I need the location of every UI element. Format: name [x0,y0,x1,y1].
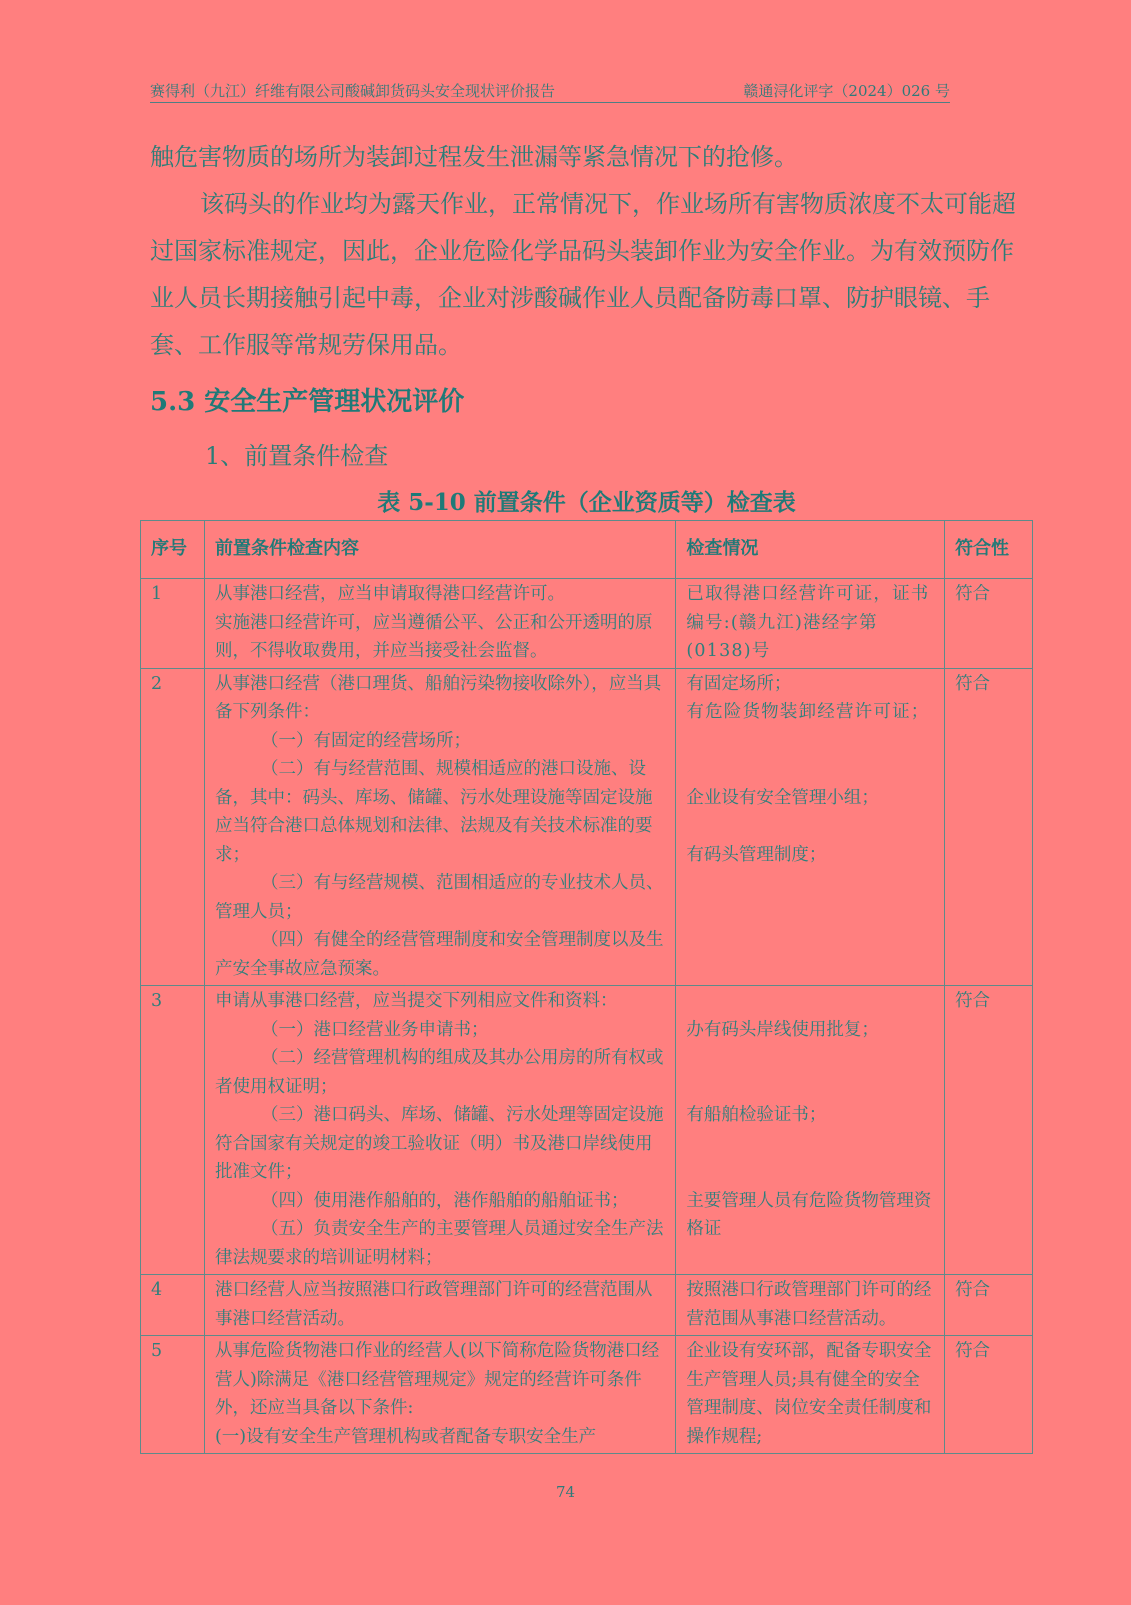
header-result: 符合性 [945,521,1033,579]
row-no: 4 [141,1275,205,1336]
page-header [150,80,950,103]
row-result: 符合 [945,1275,1033,1336]
row-result: 符合 [945,986,1033,1275]
row-no: 5 [141,1336,205,1454]
table-row [141,986,1033,1275]
intro-paragraph-2: 该码头的作业均为露天作业，正常情况下，作业场所有害物质浓度不太可能超过国家标准规定，因此，企业危险化学品码头装卸作业为安全作业。为有效预防作业人员长期接触引起中毒，企业对涉酸碱作业人员配备防毒口罩、防护眼镜、手套、工作服等常规劳保用品。 [150,190,1016,359]
row-result: 符合 [945,579,1033,669]
table-row [141,579,1033,669]
subsection-title: 1、前置条件检查 [205,442,389,470]
row-no: 3 [141,986,205,1275]
page-number: 74 [555,1483,576,1501]
report-number: 赣通浔化评字（2024）026 号 [743,82,950,100]
row-no: 2 [141,668,205,986]
header-status: 检查情况 [676,521,945,579]
row-content: 从事港口经营（港口理货、船舶污染物接收除外），应当具备下列条件： （一）有固定的经营场所； （二）有与经营范围、规模相适应的港口设施、设备，其中：码头、库场、储罐、污水处理设施等固定设施应当符合港口总体规划和法律、法规及有关技术标准的要求； （三）有与经营规模、范围相适应的专业技术人员、管理人员； （四）有健全的经营管理制度和安全管理制度以及生产安全事故应急预案。 [204,668,675,986]
row-content: 从事危险货物港口作业的经营人(以下简称危险货物港口经营人)除满足《港口经营管理规定》规定的经营许可条件外，还应当具备以下条件: (一)设有安全生产管理机构或者配备专职安全生产 [204,1336,675,1454]
table-header-row [141,521,1033,579]
intro-text [150,134,1020,369]
row-status: 企业设有安环部，配备专职安全生产管理人员;具有健全的安全管理制度、岗位安全责任制度和操作规程; [676,1336,945,1454]
precondition-check-table [140,520,1033,1454]
row-no: 1 [141,579,205,669]
row-status: 按照港口行政管理部门许可的经营范围从事港口经营活动。 [676,1275,945,1336]
header-content: 前置条件检查内容 [204,521,675,579]
row-content: 申请从事港口经营，应当提交下列相应文件和资料： （一）港口经营业务申请书； （二）经营管理机构的组成及其办公用房的所有权或者使用权证明； （三）港口码头、库场、储罐、污水处理等固定设施符合国家有关规定的竣工验收证（明）书及港口岸线使用批准文件； （四）使用港作船舶的，港作船舶的船舶证书； （五）负责安全生产的主要管理人员通过安全生产法律法规要求的培训证明材料； [204,986,675,1275]
row-content: 港口经营人应当按照港口行政管理部门许可的经营范围从事港口经营活动。 [204,1275,675,1336]
row-status: 办有码头岸线使用批复； 有船舶检验证书； 主要管理人员有危险货物管理资格证 [676,986,945,1275]
intro-paragraph-1: 触危害物质的场所为装卸过程发生泄漏等紧急情况下的抢修。 [150,143,798,171]
table-row [141,1336,1033,1454]
row-result: 符合 [945,1336,1033,1454]
report-title: 赛得利（九江）纤维有限公司酸碱卸货码头安全现状评价报告 [150,82,556,100]
table-caption: 表 5-10 前置条件（企业资质等）检查表 [377,489,796,516]
row-result: 符合 [945,668,1033,986]
row-status: 已取得港口经营许可证，证书编号:(赣九江)港经字第(0138)号 [676,579,945,669]
row-content: 从事港口经营，应当申请取得港口经营许可。 实施港口经营许可，应当遵循公平、公正和公开透明的原则，不得收取费用，并应当接受社会监督。 [204,579,675,669]
row-status: 有固定场所； 有危险货物装卸经营许可证； 企业设有安全管理小组； 有码头管理制度； [676,668,945,986]
table-row [141,668,1033,986]
table-row [141,1275,1033,1336]
section-title: 5.3 安全生产管理状况评价 [150,387,465,417]
header-no: 序号 [141,521,205,579]
